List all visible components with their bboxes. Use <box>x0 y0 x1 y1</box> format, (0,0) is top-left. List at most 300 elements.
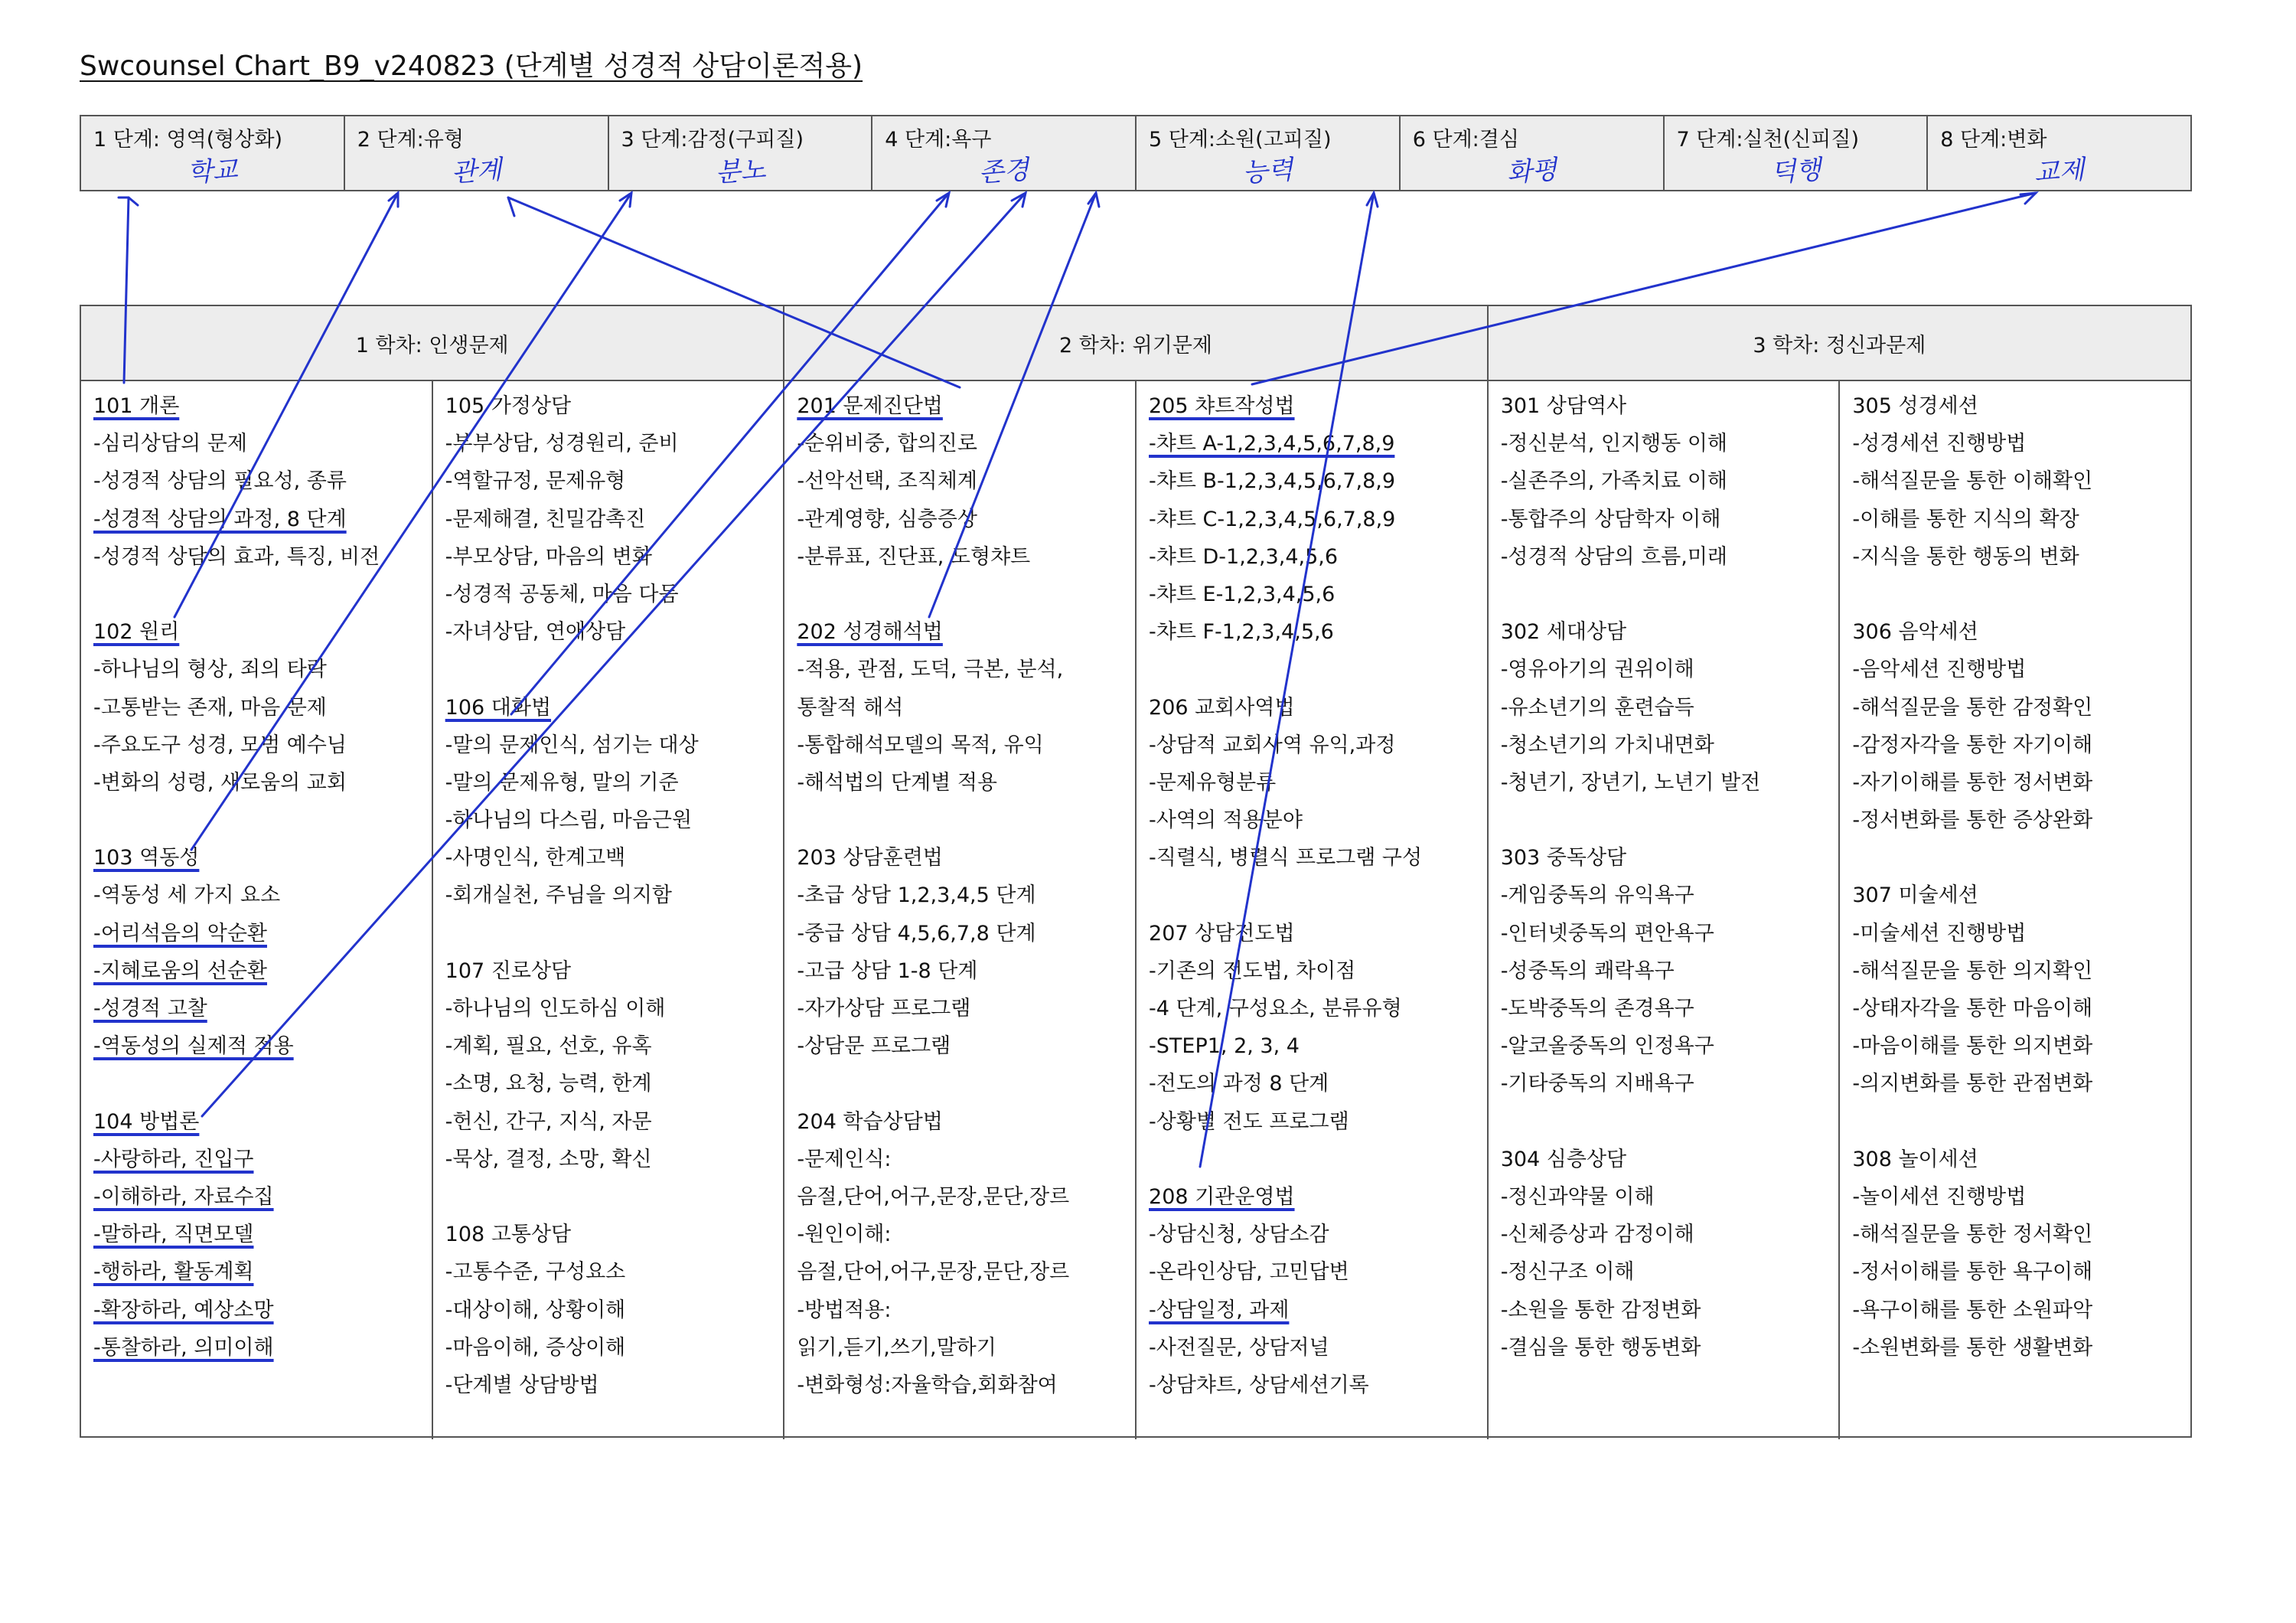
course-topic <box>1501 1253 1828 1291</box>
course-topic <box>1852 802 2180 839</box>
item-text: -문제유형분류 <box>1149 770 1277 795</box>
course-title <box>1852 1141 2180 1178</box>
handwritten-note: 관계 <box>450 154 503 189</box>
item-text: 203 상담훈련법 <box>797 846 943 870</box>
course-topic <box>1852 764 2180 802</box>
course-topic <box>445 501 773 538</box>
course-title <box>1149 689 1476 727</box>
course-topic <box>1149 613 1476 651</box>
course-topic <box>1501 1065 1828 1102</box>
item-text: 201 문제진단법 <box>797 394 943 418</box>
course-column-1 <box>81 381 432 1439</box>
course-topic <box>1852 689 2180 727</box>
course-topic <box>445 1329 773 1367</box>
course-title <box>797 839 1124 877</box>
stage-label: 1 단계: 영역(형상화) <box>93 128 283 152</box>
curriculum-table <box>80 305 2192 1438</box>
item-text: -자녀상담, 연애상담 <box>445 620 626 645</box>
course-topic <box>1149 952 1476 990</box>
course-topic <box>1501 651 1828 688</box>
course-topic <box>1149 1253 1476 1291</box>
item-text: -지혜로움의 선순환 <box>93 958 267 983</box>
item-text: 103 역동성 <box>93 846 200 870</box>
course-topic <box>1852 1027 2180 1065</box>
course-topic <box>445 839 773 877</box>
course-topic <box>93 689 421 727</box>
course-topic <box>797 727 1124 764</box>
course-topic <box>1149 764 1476 802</box>
handwritten-note: 존경 <box>977 154 1031 189</box>
course-topic <box>1852 1292 2180 1329</box>
spacer <box>1852 576 2180 613</box>
item-text: 107 진로상담 <box>445 958 572 983</box>
item-text: -소원변화를 통한 생활변화 <box>1852 1335 2093 1360</box>
spacer <box>1501 576 1828 613</box>
course-topic <box>445 1065 773 1102</box>
course-topic <box>1852 425 2180 462</box>
item-text: -STEP1, 2, 3, 4 <box>1149 1034 1300 1059</box>
item-text: -성경적 상담의 필요성, 종류 <box>93 469 347 494</box>
course-topic <box>445 1253 773 1291</box>
course-topic <box>93 1253 421 1291</box>
item-text: -방법적용: <box>797 1298 892 1322</box>
course-topic <box>797 952 1124 990</box>
item-text: -상담챠트, 상담세션기록 <box>1149 1373 1369 1397</box>
item-text: -심리상담의 문제 <box>93 432 247 456</box>
item-text: -부부상담, 성경원리, 준비 <box>445 432 679 456</box>
item-text: -챠트 D-1,2,3,4,5,6 <box>1149 544 1339 569</box>
course-topic <box>445 576 773 613</box>
stage-cell-1 <box>81 116 344 190</box>
item-text: -전도의 과정 8 단계 <box>1149 1072 1329 1096</box>
course-title <box>93 839 421 877</box>
course-topic <box>1852 462 2180 500</box>
item-text: -상담신청, 상담소감 <box>1149 1223 1329 1247</box>
item-text: -직렬식, 병렬식 프로그램 구성 <box>1149 846 1423 870</box>
spacer <box>1852 839 2180 877</box>
course-topic <box>1852 1216 2180 1253</box>
stage-cell-3 <box>608 116 872 190</box>
course-topic <box>1501 877 1828 914</box>
item-text: 202 성경해석법 <box>797 620 943 645</box>
semester-header: 2 학차: 위기문제 <box>783 306 1486 380</box>
course-topic <box>1149 1367 1476 1404</box>
item-text: 통찰적 해석 <box>797 695 904 720</box>
item-text: -주요도구 성경, 모범 예수님 <box>93 733 347 757</box>
handwritten-note: 덕행 <box>1769 154 1822 189</box>
item-text: -어리석음의 악순환 <box>93 921 267 945</box>
item-text: -마음이해, 증상이해 <box>445 1335 626 1360</box>
item-text: -변화의 성령, 새로움의 교회 <box>93 770 347 795</box>
course-topic <box>797 1292 1124 1329</box>
item-text: 106 대화법 <box>445 695 552 720</box>
course-topic <box>445 1367 773 1404</box>
course-topic <box>1149 727 1476 764</box>
course-topic <box>797 651 1124 688</box>
item-text: -자가상담 프로그램 <box>797 997 971 1020</box>
course-column-5 <box>1487 381 1839 1439</box>
course-topic <box>797 915 1124 952</box>
course-topic <box>1852 952 2180 990</box>
item-text: -초급 상담 1,2,3,4,5 단계 <box>797 883 1036 908</box>
item-text: -성중독의 쾌락욕구 <box>1500 958 1675 983</box>
item-text: -사역의 적용분야 <box>1149 808 1303 833</box>
course-topic <box>93 462 421 500</box>
item-text: -고통받는 존재, 마음 문제 <box>93 695 327 720</box>
item-text: 204 학습상담법 <box>797 1109 943 1134</box>
item-text: -해석질문을 통한 정서확인 <box>1852 1223 2093 1247</box>
course-topic <box>1149 839 1476 877</box>
course-column-3 <box>783 381 1135 1439</box>
item-text: -통찰하라, 의미이해 <box>93 1335 274 1360</box>
stage-label: 7 단계:실천(신피질) <box>1676 128 1859 152</box>
course-topic <box>1501 990 1828 1027</box>
course-topic <box>1149 802 1476 839</box>
course-title <box>93 613 421 651</box>
course-column-2 <box>432 381 784 1439</box>
item-text: 306 음악세션 <box>1852 620 1978 645</box>
course-topic <box>1852 651 2180 688</box>
course-topic <box>1852 990 2180 1027</box>
item-text: 205 챠트작성법 <box>1149 394 1295 418</box>
arrow-head <box>2020 193 2036 204</box>
spacer <box>1501 1103 1828 1141</box>
item-text: -문제인식: <box>797 1147 892 1171</box>
course-topic <box>445 764 773 802</box>
course-topic <box>1501 727 1828 764</box>
item-text: -사전질문, 상담저널 <box>1149 1335 1329 1360</box>
stage-cell-2 <box>344 116 608 190</box>
stage-table <box>80 115 2192 191</box>
course-topic <box>93 501 421 538</box>
item-text: -회개실천, 주님을 의지함 <box>445 883 672 908</box>
item-text: -상태자각을 통한 마음이해 <box>1852 997 2093 1020</box>
item-text: -확장하라, 예상소망 <box>93 1298 274 1322</box>
item-text: 305 성경세션 <box>1852 394 1978 418</box>
item-text: -챠트 B-1,2,3,4,5,6,7,8,9 <box>1149 469 1396 494</box>
item-text: -통합해석모델의 목적, 유익 <box>797 733 1044 757</box>
course-topic <box>797 1367 1124 1404</box>
item-text: -상담일정, 과제 <box>1149 1298 1290 1322</box>
item-text: -변화형성:자율학습,회화참여 <box>797 1373 1058 1397</box>
item-text: -미술세션 진행방법 <box>1852 921 2027 945</box>
course-title <box>93 1103 421 1141</box>
item-text: -말의 문제유형, 말의 기준 <box>445 770 679 795</box>
stage-label: 4 단계:욕구 <box>885 128 992 152</box>
course-topic <box>1149 1027 1476 1065</box>
course-title <box>1852 877 2180 914</box>
item-text: -마음이해를 통한 의지변화 <box>1852 1034 2093 1059</box>
item-text: -사명인식, 한계고백 <box>445 846 626 870</box>
course-topic <box>797 764 1124 802</box>
spacer <box>93 1065 421 1102</box>
item-text: -성경적 공동체, 마음 다듬 <box>445 582 679 606</box>
item-text: -놀이세션 진행방법 <box>1852 1184 2027 1209</box>
page-title: Swcounsel Chart_B9_v240823 (단계별 성경적 상담이론적용) <box>80 51 863 82</box>
course-title <box>445 952 773 990</box>
course-topic <box>93 915 421 952</box>
item-text: -실존주의, 가족치료 이해 <box>1500 469 1727 494</box>
course-topic <box>1501 952 1828 990</box>
stage-cell-4 <box>871 116 1135 190</box>
item-text: -감정자각을 통한 자기이해 <box>1852 733 2093 757</box>
arrow-head <box>119 198 138 205</box>
item-text: -정서변화를 통한 증상완화 <box>1852 808 2093 833</box>
spacer <box>797 1065 1124 1102</box>
course-topic <box>445 613 773 651</box>
course-topic <box>93 1141 421 1178</box>
course-topic <box>1149 1329 1476 1367</box>
item-text: 104 방법론 <box>93 1109 200 1134</box>
course-column-4 <box>1135 381 1487 1439</box>
arrow-head <box>1367 193 1378 207</box>
spacer <box>445 1178 773 1216</box>
arrow-head <box>389 193 398 207</box>
course-topic <box>1149 576 1476 613</box>
item-text: -게임중독의 유익욕구 <box>1500 883 1694 908</box>
handwritten-note: 화평 <box>1505 154 1558 189</box>
course-title <box>1501 839 1828 877</box>
course-topic <box>1149 425 1476 462</box>
item-text: -중급 상담 4,5,6,7,8 단계 <box>797 921 1036 945</box>
item-text: 207 상담전도법 <box>1149 921 1295 945</box>
item-text: -하나님의 인도하심 이해 <box>445 997 666 1020</box>
course-topic <box>1852 501 2180 538</box>
item-text: -이해하라, 자료수집 <box>93 1184 274 1209</box>
course-title <box>445 689 773 727</box>
item-text: -말의 문제인식, 섬기는 대상 <box>445 733 699 757</box>
item-text: -기존의 전도법, 차이점 <box>1149 958 1356 983</box>
course-topic <box>1501 689 1828 727</box>
course-topic <box>1149 1103 1476 1141</box>
spacer <box>445 915 773 952</box>
item-text: -정신구조 이해 <box>1500 1260 1635 1285</box>
course-title <box>93 387 421 425</box>
item-text: -계획, 필요, 선호, 유혹 <box>445 1034 652 1059</box>
item-text: 102 원리 <box>93 620 180 645</box>
item-text: -결심을 통한 행동변화 <box>1500 1335 1701 1360</box>
course-topic <box>93 1216 421 1253</box>
spacer <box>93 802 421 839</box>
item-text: -부모상담, 마음의 변화 <box>445 544 652 569</box>
spacer <box>1149 651 1476 688</box>
item-text: -해석질문을 통한 의지확인 <box>1852 958 2093 983</box>
curriculum-body <box>81 381 2190 1439</box>
item-text: -정신과약물 이해 <box>1500 1184 1655 1209</box>
course-topic <box>445 1292 773 1329</box>
course-topic <box>1852 727 2180 764</box>
item-text: -역동성 세 가지 요소 <box>93 883 281 908</box>
course-topic <box>797 689 1124 727</box>
item-text: -청년기, 장년기, 노년기 발전 <box>1500 770 1761 795</box>
item-text: 303 중독상담 <box>1500 846 1627 870</box>
item-text: 304 심층상담 <box>1500 1147 1627 1171</box>
course-topic <box>797 1141 1124 1178</box>
item-text: -선악선택, 조직체계 <box>797 469 977 494</box>
item-text: -챠트 E-1,2,3,4,5,6 <box>1149 582 1336 606</box>
course-topic <box>1501 1292 1828 1329</box>
item-text: -통합주의 상담학자 이해 <box>1500 507 1721 531</box>
course-topic <box>797 1253 1124 1291</box>
course-topic <box>445 1027 773 1065</box>
item-text: -도박중독의 존경욕구 <box>1500 997 1694 1020</box>
spacer <box>797 576 1124 613</box>
handwritten-note: 분노 <box>713 154 767 189</box>
course-topic <box>1501 1329 1828 1367</box>
course-title <box>1501 613 1828 651</box>
item-text: 302 세대상담 <box>1500 620 1627 645</box>
course-topic <box>445 990 773 1027</box>
spacer <box>797 802 1124 839</box>
course-topic <box>1501 1216 1828 1253</box>
item-text: -대상이해, 상황이해 <box>445 1298 626 1322</box>
stage-label: 2 단계:유형 <box>357 128 464 152</box>
item-text: -지식을 통한 행동의 변화 <box>1852 544 2079 569</box>
item-text: -행하라, 활동계획 <box>93 1260 254 1285</box>
course-topic <box>797 1216 1124 1253</box>
course-title <box>1149 915 1476 952</box>
item-text: -해석질문을 통한 이해확인 <box>1852 469 2093 494</box>
course-topic <box>797 462 1124 500</box>
item-text: -고급 상담 1-8 단계 <box>797 958 978 983</box>
course-topic <box>93 1027 421 1065</box>
course-column-6 <box>1838 381 2190 1439</box>
item-text: -성경적 고찰 <box>93 997 207 1020</box>
handwritten-note: 능력 <box>1241 154 1294 189</box>
item-text: -순위비중, 합의진로 <box>797 432 977 456</box>
course-topic <box>797 501 1124 538</box>
course-title <box>1149 387 1476 425</box>
stage-cell-5 <box>1135 116 1399 190</box>
course-topic <box>1501 1027 1828 1065</box>
item-text: -성경적 상담의 과정, 8 단계 <box>93 507 347 531</box>
course-title <box>445 1216 773 1253</box>
course-title <box>445 387 773 425</box>
course-topic <box>1149 501 1476 538</box>
item-text: -소명, 요청, 능력, 한계 <box>445 1072 652 1096</box>
spacer <box>1149 877 1476 914</box>
item-text: -단계별 상담방법 <box>445 1373 599 1397</box>
course-topic <box>1852 538 2180 576</box>
course-topic <box>93 764 421 802</box>
item-text: 105 가정상담 <box>445 394 572 418</box>
course-topic <box>1149 1216 1476 1253</box>
item-text: -챠트 A-1,2,3,4,5,6,7,8,9 <box>1149 432 1395 456</box>
stage-label: 3 단계:감정(구피질) <box>621 128 804 152</box>
arrow-head <box>937 193 949 207</box>
item-text: -해석질문을 통한 감정확인 <box>1852 695 2093 720</box>
course-topic <box>797 1178 1124 1216</box>
item-text: 108 고통상담 <box>445 1223 572 1247</box>
item-text: -말하라, 직면모델 <box>93 1223 254 1247</box>
item-text: -정서이해를 통한 욕구이해 <box>1852 1260 2093 1285</box>
course-title <box>1852 613 2180 651</box>
item-text: 307 미술세션 <box>1852 883 1978 908</box>
item-text: -챠트 C-1,2,3,4,5,6,7,8,9 <box>1149 507 1396 531</box>
semester-header-row <box>81 306 2190 381</box>
course-topic <box>1149 1065 1476 1102</box>
course-topic <box>93 727 421 764</box>
course-topic <box>1149 462 1476 500</box>
spacer <box>93 576 421 613</box>
course-topic <box>445 538 773 576</box>
course-topic <box>1501 764 1828 802</box>
semester-header: 1 학차: 인생문제 <box>355 333 509 358</box>
course-topic <box>93 1292 421 1329</box>
arrow-head <box>1088 193 1099 207</box>
item-text: -문제해결, 친밀감촉진 <box>445 507 646 531</box>
item-text: -성경적 상담의 효과, 특징, 비전 <box>93 544 380 569</box>
arrow-head <box>508 198 514 216</box>
course-title <box>1501 387 1828 425</box>
spacer <box>1501 802 1828 839</box>
course-title <box>1149 1178 1476 1216</box>
item-text: 301 상담역사 <box>1500 394 1627 418</box>
item-text: -욕구이해를 통한 소원파악 <box>1852 1298 2093 1322</box>
item-text: -상황별 전도 프로그램 <box>1149 1109 1349 1134</box>
course-topic <box>445 462 773 500</box>
course-topic <box>1852 1178 2180 1216</box>
spacer <box>445 651 773 688</box>
item-text: -상담적 교회사역 유익,과정 <box>1149 733 1396 757</box>
course-topic <box>797 990 1124 1027</box>
semester-header: 3 학차: 정신과문제 <box>1487 306 2190 380</box>
stage-cell-8 <box>1926 116 2190 190</box>
spacer <box>1852 1103 2180 1141</box>
item-text: -역동성의 실제적 적용 <box>93 1034 294 1059</box>
course-topic <box>797 1027 1124 1065</box>
item-text: -성경세션 진행방법 <box>1852 432 2027 456</box>
item-text: -소원을 통한 감정변화 <box>1500 1298 1701 1322</box>
item-text: -적용, 관점, 도덕, 극본, 분석, <box>797 658 1064 682</box>
course-topic <box>93 952 421 990</box>
item-text: -이해를 통한 지식의 확장 <box>1852 507 2079 531</box>
item-text: 음절,단어,어구,문장,문단,장르 <box>797 1184 1070 1209</box>
course-title <box>1501 1141 1828 1178</box>
item-text: -4 단계, 구성요소, 분류유형 <box>1149 997 1402 1020</box>
item-text: -하나님의 형상, 죄의 타락 <box>93 658 327 682</box>
course-topic <box>93 538 421 576</box>
item-text: 읽기,듣기,쓰기,말하기 <box>797 1335 996 1360</box>
course-topic <box>93 877 421 914</box>
handwritten-note: 학교 <box>186 154 239 189</box>
course-topic <box>1501 538 1828 576</box>
course-topic <box>1852 915 2180 952</box>
stage-cell-7 <box>1663 116 1927 190</box>
course-topic <box>1149 1292 1476 1329</box>
item-text: -고통수준, 구성요소 <box>445 1260 626 1285</box>
item-text: -헌신, 간구, 지식, 자문 <box>445 1109 652 1134</box>
course-topic <box>1852 1329 2180 1367</box>
item-text: -분류표, 진단표, 도형챠트 <box>797 544 1031 569</box>
course-topic <box>445 802 773 839</box>
item-text: 음절,단어,어구,문장,문단,장르 <box>797 1260 1070 1285</box>
spacer <box>1149 1141 1476 1178</box>
stage-label: 6 단계:결심 <box>1412 128 1519 152</box>
arrow-head <box>1012 193 1026 207</box>
course-topic <box>93 425 421 462</box>
item-text: -원인이해: <box>797 1223 892 1247</box>
course-topic <box>1852 1065 2180 1102</box>
item-text: -관계영향, 심층증상 <box>797 507 977 531</box>
course-title <box>1852 387 2180 425</box>
handwritten-note: 교제 <box>2033 154 2086 189</box>
course-topic <box>445 727 773 764</box>
item-text: -신체증상과 감정이해 <box>1500 1223 1694 1247</box>
course-title <box>797 613 1124 651</box>
item-text: -사랑하라, 진입구 <box>93 1147 254 1171</box>
item-text: 308 놀이세션 <box>1852 1147 1978 1171</box>
